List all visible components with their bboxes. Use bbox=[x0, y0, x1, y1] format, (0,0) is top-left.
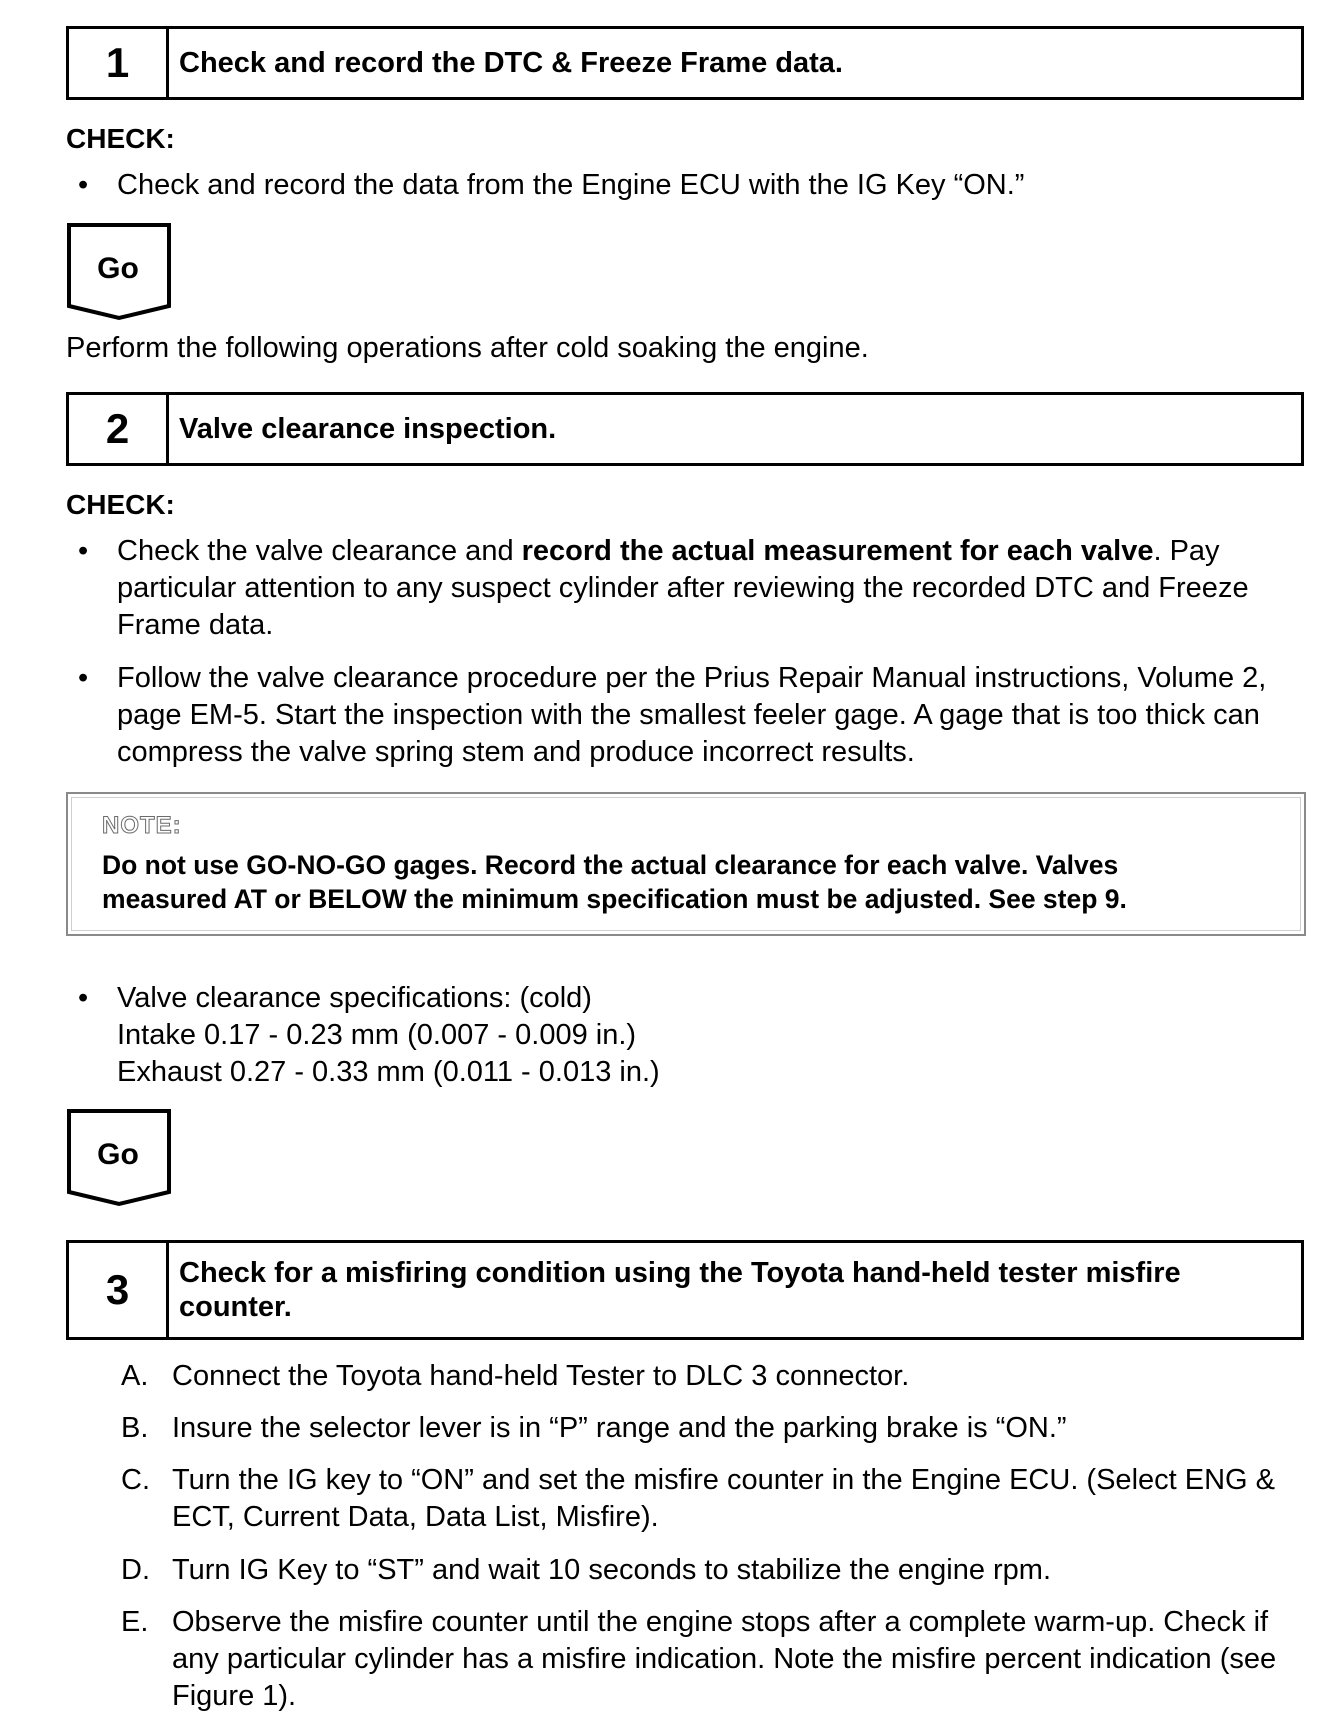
bullet-item bbox=[66, 660, 1306, 771]
bullet-dot: • bbox=[78, 169, 89, 201]
spec-exhaust: Exhaust 0.27 - 0.33 mm (0.011 - 0.013 in.) bbox=[117, 1056, 660, 1088]
step-2-header bbox=[66, 392, 1304, 466]
go-arrow-icon bbox=[66, 1108, 178, 1208]
item-letter: E. bbox=[121, 1606, 149, 1638]
check-label: CHECK: bbox=[66, 123, 175, 154]
step-number: 2 bbox=[69, 395, 169, 463]
item-letter: A. bbox=[121, 1360, 149, 1392]
spec-list bbox=[117, 980, 1306, 1091]
bullet-text: Follow the valve clearance procedure per the Prius Repair Manual instructions, Volume 2, page EM-5. Start the inspection with the smallest feeler gage. A gage that is too thick can compress the valve spring stem and produce incorrect results. bbox=[117, 662, 1267, 768]
list-item bbox=[66, 1552, 1306, 1589]
item-text: Observe the misfire counter until the engine stops after a complete warm-up. Check if any particular cylinder has a misfire indication. Note the misfire percent indication (see Figure 1). bbox=[172, 1606, 1277, 1712]
step-3-header bbox=[66, 1240, 1304, 1340]
go-label: Go bbox=[97, 1138, 139, 1171]
item-text: Turn the IG key to “ON” and set the misfire counter in the Engine ECU. (Select ENG & ECT, Current Data, Data List, Misfire). bbox=[172, 1464, 1275, 1533]
bullet-item bbox=[66, 980, 1306, 1091]
go-arrow-icon bbox=[66, 222, 178, 322]
step-title: Check and record the DTC & Freeze Frame data. bbox=[179, 47, 843, 79]
spec-heading: Valve clearance specifications: (cold) bbox=[117, 982, 592, 1014]
check-label: CHECK: bbox=[66, 489, 175, 520]
item-text: Insure the selector lever is in “P” range and the parking brake is “ON.” bbox=[172, 1412, 1067, 1444]
step-number: 3 bbox=[69, 1243, 169, 1337]
step-title: Valve clearance inspection. bbox=[179, 413, 557, 445]
spec-intake: Intake 0.17 - 0.23 mm (0.007 - 0.009 in.) bbox=[117, 1019, 637, 1051]
list-item bbox=[66, 1410, 1306, 1447]
cold-soak-text: Perform the following operations after cold soaking the engine. bbox=[66, 332, 869, 364]
list-item bbox=[66, 1462, 1306, 1536]
item-letter: B. bbox=[121, 1412, 149, 1444]
note-body: Do not use GO-NO-GO gages. Record the actual clearance for each valve. Valves measured AT or BELOW the minimum specification must be adjusted. See step 9. bbox=[102, 850, 1127, 914]
bullet-dot: • bbox=[78, 982, 89, 1014]
emphasis-text: record the actual measurement for each valve bbox=[521, 535, 1154, 567]
step-number: 1 bbox=[69, 29, 169, 97]
go-label: Go bbox=[97, 252, 139, 285]
bullet-text: Check and record the data from the Engine ECU with the IG Key “ON.” bbox=[117, 169, 1025, 201]
bullet-text: Check the valve clearance and record the actual measurement for each valve. Pay particular attention to any suspect cylinder after reviewing the recorded DTC and Freeze Frame data. bbox=[117, 535, 1249, 641]
item-letter: D. bbox=[121, 1554, 150, 1586]
bullet-dot: • bbox=[78, 662, 89, 694]
note-box bbox=[66, 792, 1306, 936]
list-item bbox=[66, 1604, 1306, 1715]
item-letter: C. bbox=[121, 1464, 150, 1496]
step-title: Check for a misfiring condition using the Toyota hand-held tester misfire counter. bbox=[179, 1257, 1181, 1323]
note-label: NOTE: bbox=[102, 812, 182, 839]
list-item bbox=[66, 1358, 1306, 1395]
bullet-item bbox=[66, 533, 1306, 644]
step-1-header bbox=[66, 26, 1304, 100]
bullet-item bbox=[66, 167, 1306, 204]
item-text: Turn IG Key to “ST” and wait 10 seconds to stabilize the engine rpm. bbox=[172, 1554, 1052, 1586]
item-text: Connect the Toyota hand-held Tester to DLC 3 connector. bbox=[172, 1360, 910, 1392]
bullet-dot: • bbox=[78, 535, 89, 567]
